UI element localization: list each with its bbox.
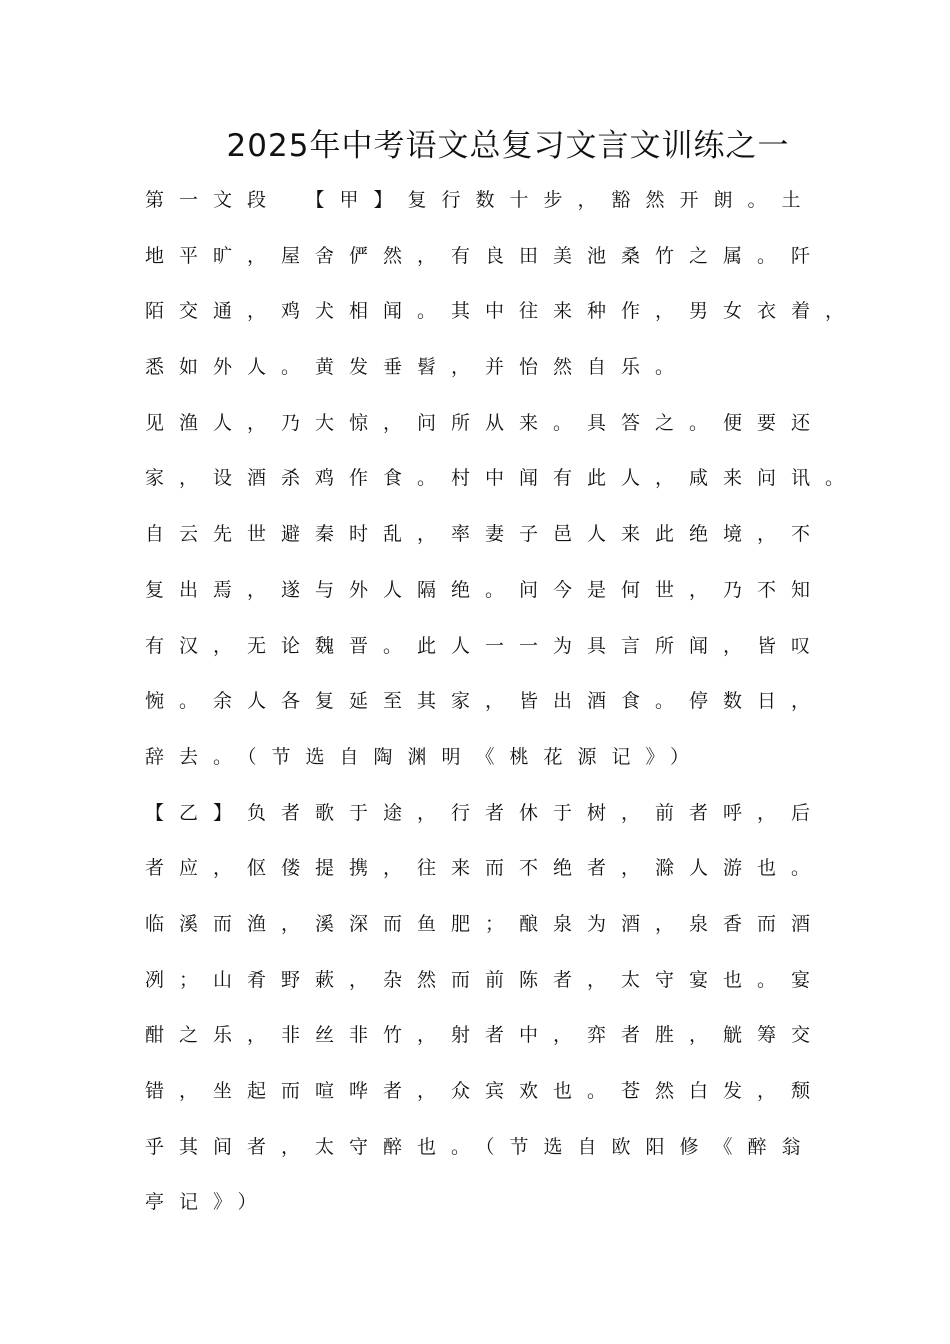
text-line: 自云先世避秦时乱，率妻子邑人来此绝境，不 bbox=[145, 523, 826, 546]
text-line: 者应，伛偻提携，往来而不绝者，滁人游也。 bbox=[145, 857, 826, 880]
text-line: 陌交通，鸡犬相闻。其中往来种作，男女衣着， bbox=[145, 300, 860, 323]
document-title: 2025年中考语文总复习文言文训练之一 bbox=[226, 128, 790, 164]
text-line: 临溪而渔，溪深而鱼肥；酿泉为酒，泉香而酒 bbox=[145, 912, 826, 935]
passage-text bbox=[145, 180, 860, 1238]
text-line: 有汉，无论魏晋。此人一一为具言所闻，皆叹 bbox=[145, 634, 826, 657]
text-line: 【乙】负者歌于途，行者休于树，前者呼，后 bbox=[145, 801, 826, 824]
text-line: 辞去。（节选自陶渊明《桃花源记》） bbox=[145, 745, 705, 768]
text-line: 冽；山肴野蔌，杂然而前陈者，太守宴也。宴 bbox=[145, 968, 826, 991]
text-line: 错，坐起而喧哗者，众宾欢也。苍然白发，颓 bbox=[145, 1080, 826, 1102]
text-line: 见渔人，乃大惊，问所从来。具答之。便要还 bbox=[145, 411, 826, 434]
text-line: 地平旷，屋舍俨然，有良田美池桑竹之属。阡 bbox=[145, 244, 826, 267]
text-line: 复出焉，遂与外人隔绝。问今是何世，乃不知 bbox=[145, 578, 826, 601]
text-line: 亭记》） bbox=[145, 1191, 272, 1214]
text-line: 悉如外人。黄发垂髫，并怡然自乐。 bbox=[145, 356, 690, 379]
text-line: 乎其间者，太守醉也。（节选自欧阳修《醉翁 bbox=[145, 1135, 816, 1158]
text-line: 惋。余人各复延至其家，皆出酒食。停数日， bbox=[145, 690, 826, 713]
text-line: 酣之乐，非丝非竹，射者中，弈者胜，觥筹交 bbox=[145, 1024, 826, 1047]
text-line: 家，设酒杀鸡作食。村中闻有此人，咸来问讯。 bbox=[145, 467, 860, 490]
text-line: 第一文段 【甲】复行数十步，豁然开朗。土 bbox=[145, 189, 816, 211]
